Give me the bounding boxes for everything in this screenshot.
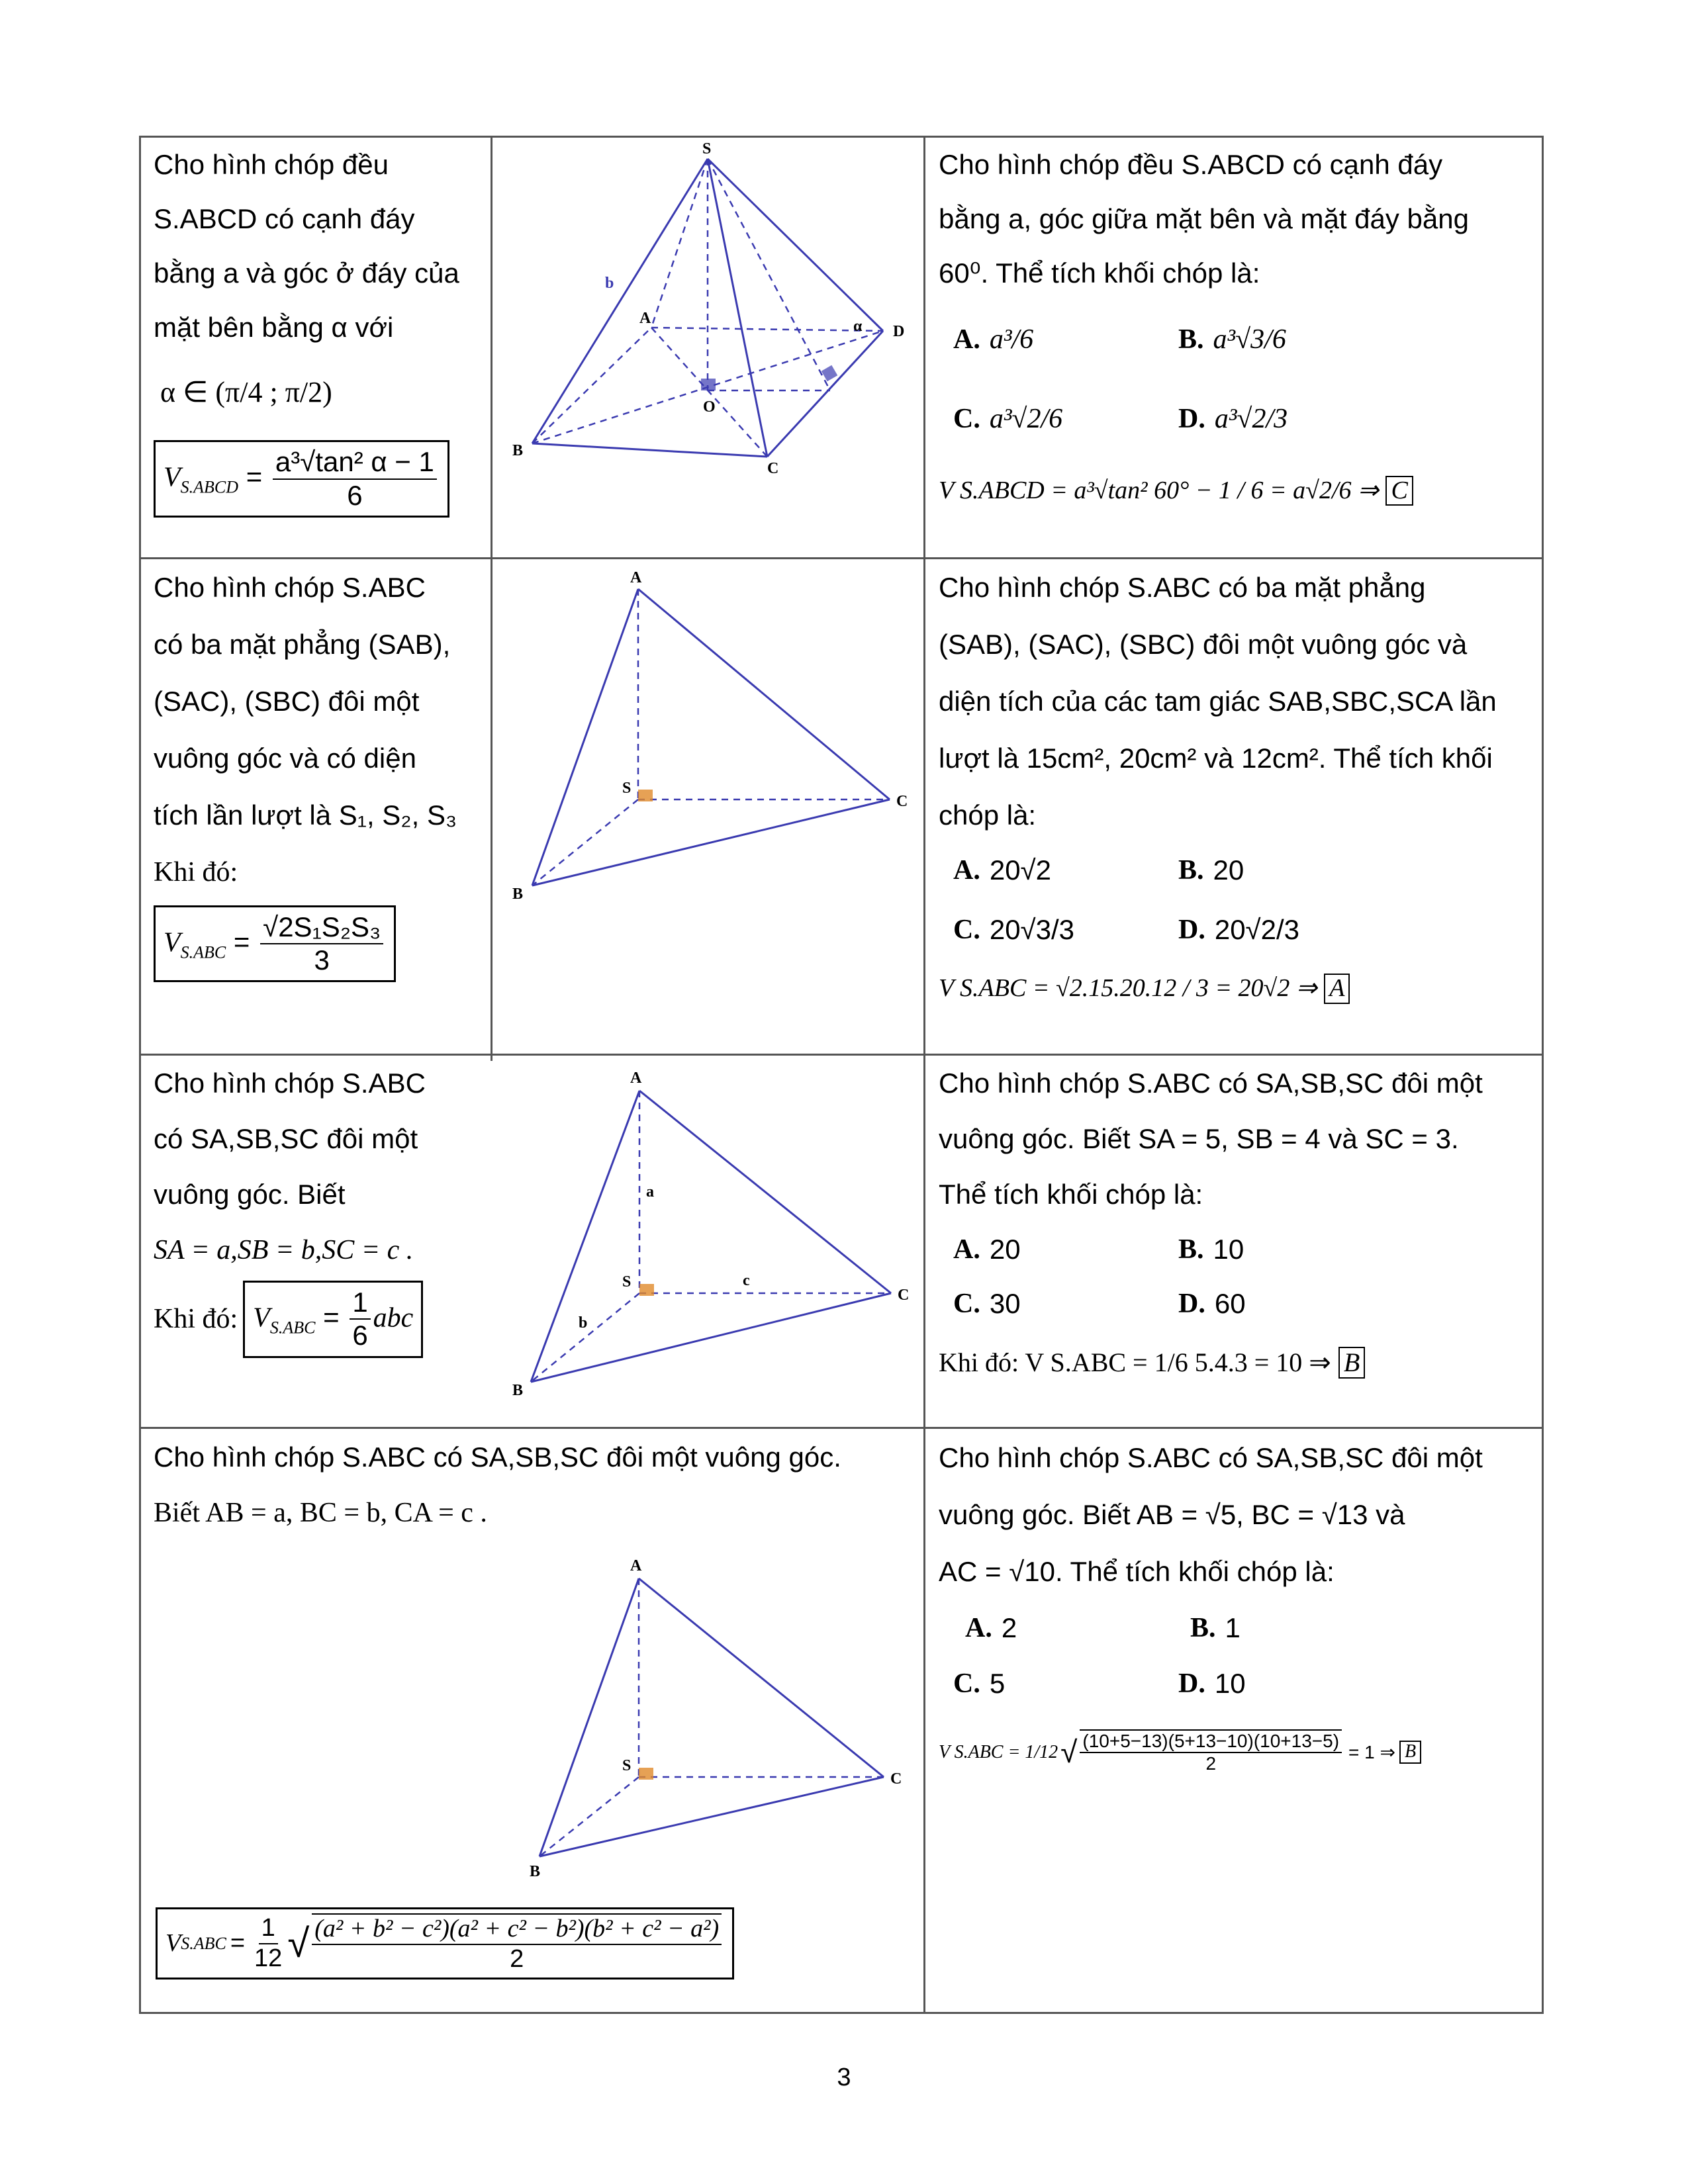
page-number: 3: [837, 2064, 851, 2091]
row2-right-line5: chóp là:: [939, 799, 1037, 831]
row4-solution-tail: = 1 ⇒: [1348, 1741, 1395, 1762]
row1-options-row1: [953, 300, 1534, 380]
row4-right-line1: Cho hình chóp S.ABC có SA,SB,SC đôi một: [939, 1442, 1483, 1473]
row2-label-C: C: [896, 793, 908, 810]
row3-solution: [939, 1336, 1534, 1389]
row3-left-line4: SA = a,SB = b,SC = c .: [154, 1235, 414, 1265]
row3-option-C-label: C.: [953, 1289, 980, 1319]
row3-label-A: A: [630, 1069, 642, 1087]
row1-label-b: b: [605, 275, 614, 292]
row4-options-row1: [965, 1600, 1534, 1656]
row1-solution: [939, 466, 1534, 515]
row1-right-cell: [939, 138, 1534, 515]
row1-option-D-label: D.: [1178, 403, 1205, 434]
row1-option-B-label: B.: [1178, 324, 1204, 355]
row3-formula-sub: S.ABC: [269, 1318, 316, 1338]
row3-right-line2: vuông góc. Biết SA = 5, SB = 4 và SC = 3.: [939, 1123, 1459, 1154]
row3-pyramid-figure: [492, 1056, 923, 1424]
row2-pyramid-figure: [492, 561, 923, 1051]
row2-option-A-value: 20√2: [989, 854, 1051, 886]
row2-formula-sub: S.ABC: [180, 942, 226, 962]
row4-formula-container: [156, 1907, 917, 1979]
row4-options-row2: [953, 1656, 1534, 1711]
row1-options-row2: [953, 380, 1534, 459]
row3-formula-box: $V_{S.ABC}$ = $\frac{1}{6}$ abc: [243, 1281, 423, 1358]
row3-label-S: S: [622, 1273, 632, 1291]
row-divider-3: [139, 1427, 1544, 1429]
row4-option-A-value: 2: [1001, 1612, 1017, 1644]
row3-left-line3: vuông góc. Biết: [154, 1179, 346, 1210]
row3-option-C-value: 30: [989, 1288, 1021, 1319]
row3-label-a: a: [646, 1183, 654, 1201]
row2-option-D-label: D.: [1178, 915, 1205, 946]
row3-options-row2: [953, 1277, 1534, 1331]
row4-option-B-label: B.: [1190, 1613, 1216, 1644]
row4-label-B: B: [530, 1863, 541, 1880]
row4-option-C-value: 5: [989, 1668, 1006, 1700]
row4-formula-num: (a² + b² − c²)(a² + c² − b²)(b² + c² − a²): [312, 1915, 722, 1945]
row1-answer: C: [1385, 476, 1413, 506]
row3-answer: B: [1338, 1347, 1365, 1379]
row2-formula-num: √2S₁S₂S₃: [260, 911, 383, 944]
row2-left-line6: Khi đó:: [154, 857, 238, 888]
row3-options-row1: [953, 1222, 1534, 1277]
row1-label-C: C: [767, 460, 779, 477]
row1-option-A-value: a³/6: [989, 324, 1034, 355]
row1-label-B: B: [512, 442, 524, 459]
row4-formula-fraction: [312, 1913, 722, 1974]
row2-option-B-label: B.: [1178, 855, 1204, 886]
row2-right-cell: [939, 559, 1534, 1015]
row4-option-A-label: A.: [965, 1613, 992, 1644]
row1-left-line1: Cho hình chóp đều: [154, 149, 389, 180]
row4-option-D-value: 10: [1214, 1668, 1246, 1700]
row2-left-line3: (SAC), (SBC) đôi một: [154, 686, 420, 717]
row1-option-A-label: A.: [953, 324, 980, 355]
row1-right-line1: Cho hình chóp đều S.ABCD có cạnh đáy: [939, 149, 1443, 180]
row3-right-line3: Thể tích khối chóp là:: [939, 1179, 1203, 1210]
row4-solution-prefix: V S.ABC = 1/12: [939, 1741, 1058, 1762]
row3-label-c: c: [743, 1272, 750, 1289]
row2-option-C-value: 20√3/3: [989, 914, 1074, 946]
row3-left-cell: [154, 1056, 478, 1358]
row1-formula-fraction: [273, 446, 437, 512]
row1-formula-label: V: [164, 462, 181, 493]
row1-left-line3: bằng a và góc ở đáy của: [154, 257, 459, 289]
row4-right-line2: vuông góc. Biết AB = √5, BC = √13 và: [939, 1499, 1405, 1531]
row2-left-line4: vuông góc và có diện: [154, 743, 416, 774]
row1-right-line3: 60⁰. Thể tích khối chóp là:: [939, 257, 1260, 289]
row1-right-line2: bằng a, góc giữa mặt bên và mặt đáy bằng: [939, 203, 1469, 234]
row2-left-line2: có ba mặt phẳng (SAB),: [154, 629, 451, 660]
row4-label-S: S: [622, 1757, 632, 1774]
row3-left-line2: có SA,SB,SC đôi một: [154, 1123, 418, 1154]
row3-option-A-label: A.: [953, 1234, 980, 1265]
row1-pyramid-figure: [492, 139, 923, 556]
row2-option-D-value: 20√2/3: [1214, 914, 1299, 946]
row1-option-C-value: a³√2/6: [989, 403, 1063, 434]
row3-formula-fraction: [350, 1287, 370, 1352]
row4-left-line2: Biết AB = a, BC = b, CA = c .: [154, 1498, 487, 1528]
row1-label-D: D: [893, 323, 905, 340]
row3-solution-text: Khi đó: V S.ABC = 1/6 5.4.3 = 10 ⇒: [939, 1347, 1331, 1377]
row3-option-B-value: 10: [1213, 1234, 1244, 1265]
row3-option-D-value: 60: [1214, 1288, 1246, 1319]
row2-right-line4: lượt là 15cm², 20cm² và 12cm². Thể tích khối: [939, 743, 1493, 774]
row4-option-B-value: 1: [1225, 1612, 1241, 1644]
row1-option-C-label: C.: [953, 403, 980, 434]
row4-formula-den: 2: [510, 1944, 524, 1973]
row4-solution-fraction: [1080, 1729, 1342, 1774]
row1-formula-box: $V_{S.ABCD}$ = $\frac{\text{a³√tan² α − 1}}{6}$: [154, 440, 449, 518]
row4-label-A: A: [630, 1557, 642, 1574]
row4-solution-num: (10+5−13)(5+13−10)(10+13−5): [1080, 1731, 1342, 1753]
row1-left-line4: mặt bên bằng α với: [154, 311, 394, 343]
row1-alpha-interval: α ∈ (π/4 ; π/2): [160, 375, 332, 408]
row4-solution-den: 2: [1205, 1753, 1217, 1774]
row3-label-B: B: [512, 1382, 524, 1399]
row4-pyramid-figure: [503, 1545, 914, 1889]
row3-option-B-label: B.: [1178, 1234, 1204, 1265]
row1-label-A: A: [639, 310, 651, 327]
row4-left-cell: [154, 1430, 915, 1541]
row3-formula-label: V: [253, 1302, 270, 1334]
row3-option-D-label: D.: [1178, 1289, 1205, 1319]
row1-left-cell: [154, 138, 485, 518]
row2-left-line1: Cho hình chóp S.ABC: [154, 572, 426, 603]
row2-label-A: A: [630, 569, 642, 586]
row1-label-S: S: [702, 140, 712, 158]
row3-formula-tail: abc: [373, 1302, 414, 1334]
row3-right-cell: [939, 1056, 1534, 1389]
row3-label-b: b: [579, 1314, 588, 1332]
row1-formula-num: a³√tan² α − 1: [273, 446, 437, 479]
column-divider-2: [923, 136, 925, 2014]
row4-formula-box: V S.ABC = $\frac{1}{12}$ √ $\frac{\text{(a² + b² − c²)(a² + c² − b²)(b² + c² − a²)}}{2}$: [156, 1907, 734, 1979]
row3-option-A-value: 20: [989, 1234, 1021, 1265]
row4-right-cell: [939, 1430, 1534, 1784]
row4-formula-sub: S.ABC: [181, 1934, 226, 1954]
row1-formula-sub: S.ABCD: [180, 477, 239, 497]
row2-right-line1: Cho hình chóp S.ABC có ba mặt phẳng: [939, 572, 1426, 603]
row4-left-line1: Cho hình chóp S.ABC có SA,SB,SC đôi một vuông góc.: [154, 1441, 841, 1473]
row2-options-row2: [953, 897, 1534, 963]
row3-formula-den: 6: [352, 1320, 368, 1351]
row4-option-D-label: D.: [1178, 1668, 1205, 1700]
row3-khi-do: Khi đó:: [154, 1304, 238, 1335]
row4-formula-coef-den: 12: [254, 1944, 283, 1972]
row2-formula-box: $V_{S.ABC}$ = $\frac{\text{√2S₁S₂S₃}}{3}$: [154, 905, 396, 983]
row2-right-line3: diện tích của các tam giác SAB,SBC,SCA lần: [939, 686, 1497, 717]
row2-option-C-label: C.: [953, 915, 980, 946]
row2-option-A-label: A.: [953, 855, 980, 886]
row1-solution-text: V S.ABCD = a³√tan² 60° − 1 / 6 = a√2/6 ⇒: [939, 476, 1379, 504]
row2-left-line5: tích lần lượt là S₁, S₂, S₃: [154, 799, 457, 831]
row4-solution: V S.ABC = 1/12 √ $\frac{(10+5-13)(5+13-10)(10+13-5)}{2}$ = 1 ⇒ B: [939, 1721, 1534, 1783]
row2-formula-den: 3: [314, 944, 330, 976]
row2-option-B-value: 20: [1213, 854, 1244, 886]
row3-label-C: C: [898, 1287, 910, 1304]
row2-solution: [939, 963, 1534, 1015]
row3-left-line1: Cho hình chóp S.ABC: [154, 1068, 426, 1099]
row1-label-O: O: [703, 398, 716, 416]
row4-answer: B: [1399, 1741, 1421, 1764]
row1-label-alpha: α: [853, 318, 863, 335]
row4-formula-coef-num: 1: [259, 1914, 278, 1944]
row2-label-S: S: [622, 780, 632, 797]
row1-formula-den: 6: [347, 479, 363, 511]
row2-formula-fraction: [260, 911, 383, 977]
row4-right-line3: AC = √10. Thể tích khối chóp là:: [939, 1556, 1335, 1588]
row1-option-B-value: a³√3/6: [1213, 324, 1286, 355]
row4-option-C-label: C.: [953, 1668, 980, 1700]
row2-right-line2: (SAB), (SAC), (SBC) đôi một vuông góc và: [939, 629, 1468, 660]
row3-right-line1: Cho hình chóp S.ABC có SA,SB,SC đôi một: [939, 1068, 1483, 1099]
row4-formula-coef: [252, 1914, 285, 1973]
row1-left-line2: S.ABCD có cạnh đáy: [154, 203, 415, 234]
row2-formula-label: V: [164, 927, 181, 958]
row4-formula-label: V: [165, 1929, 181, 1957]
row4-label-C: C: [890, 1770, 902, 1788]
row2-label-B: B: [512, 886, 524, 903]
row2-answer: A: [1324, 974, 1350, 1004]
row3-formula-num: 1: [350, 1287, 370, 1320]
row2-left-cell: [154, 559, 478, 982]
row2-options-row1: [953, 844, 1534, 897]
row3-left-formula-line: [154, 1281, 478, 1358]
row2-solution-text: V S.ABC = √2.15.20.12 / 3 = 20√2 ⇒: [939, 974, 1317, 1003]
row1-option-D-value: a³√2/3: [1214, 403, 1288, 434]
